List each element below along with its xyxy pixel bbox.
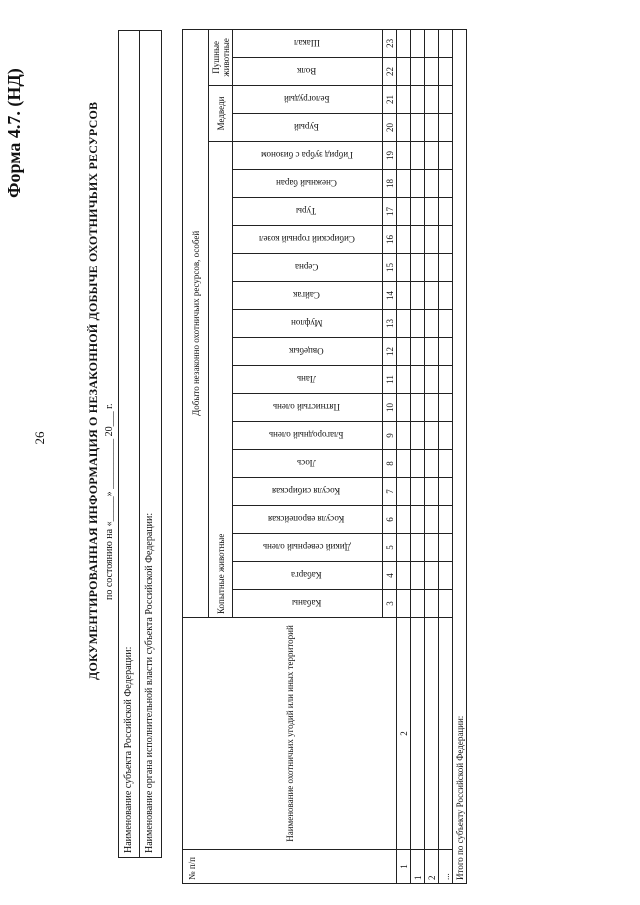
column-number: 4 xyxy=(383,562,397,590)
empty-cell xyxy=(411,29,425,57)
empty-cell xyxy=(425,114,439,142)
empty-cell xyxy=(425,366,439,394)
empty-cell xyxy=(439,310,453,338)
empty-cell xyxy=(397,590,411,618)
empty-cell xyxy=(439,338,453,366)
empty-cell xyxy=(397,310,411,338)
column-number: 2 xyxy=(397,618,411,850)
species-header-cell xyxy=(233,254,383,282)
empty-cell xyxy=(397,562,411,590)
column-number: 15 xyxy=(383,254,397,282)
species-header-cell xyxy=(233,506,383,534)
empty-cell xyxy=(411,114,425,142)
empty-cell xyxy=(439,282,453,310)
species-header-cell xyxy=(233,170,383,198)
empty-cell xyxy=(397,226,411,254)
species-header-cell xyxy=(233,198,383,226)
data-table xyxy=(182,29,467,884)
empty-cell xyxy=(439,618,453,850)
empty-cell xyxy=(425,506,439,534)
species-header-cell xyxy=(233,142,383,170)
species-label: Волк xyxy=(296,66,317,77)
column-number: 9 xyxy=(383,422,397,450)
column-number: 3 xyxy=(383,590,397,618)
column-number: 7 xyxy=(383,478,397,506)
empty-cell xyxy=(411,590,425,618)
species-label: Кабаны xyxy=(291,598,322,609)
species-label: Дикий северный олень xyxy=(262,542,351,553)
species-header-cell xyxy=(233,422,383,450)
species-header-cell xyxy=(233,562,383,590)
empty-cell xyxy=(411,142,425,170)
empty-cell xyxy=(397,422,411,450)
species-label: Серна xyxy=(294,262,319,273)
empty-cell xyxy=(397,58,411,86)
empty-cell xyxy=(425,142,439,170)
empty-cell xyxy=(411,86,425,114)
empty-cell xyxy=(411,506,425,534)
empty-cell xyxy=(397,534,411,562)
species-label: Косуля европейская xyxy=(268,514,345,525)
empty-cell xyxy=(425,394,439,422)
empty-cell xyxy=(411,478,425,506)
empty-cell xyxy=(411,310,425,338)
empty-cell xyxy=(411,170,425,198)
species-header-cell xyxy=(233,58,383,86)
empty-cell xyxy=(439,114,453,142)
row-number: 1 xyxy=(411,850,425,884)
empty-cell xyxy=(425,562,439,590)
column-number: 18 xyxy=(383,170,397,198)
group-bears-header: Медведи xyxy=(209,86,233,142)
field-divider xyxy=(139,31,140,857)
empty-cell xyxy=(425,170,439,198)
col-name-header: Наименование охотничьих угодий или иных территорий xyxy=(183,618,397,850)
empty-cell xyxy=(397,506,411,534)
species-header-cell xyxy=(233,590,383,618)
empty-cell xyxy=(439,58,453,86)
column-number: 12 xyxy=(383,338,397,366)
species-label: Лось xyxy=(297,458,316,469)
column-number: 1 xyxy=(397,850,411,884)
empty-cell xyxy=(439,86,453,114)
empty-cell xyxy=(397,450,411,478)
column-number: 17 xyxy=(383,198,397,226)
column-number: 23 xyxy=(383,29,397,57)
empty-cell xyxy=(425,282,439,310)
header-fields-box xyxy=(118,30,162,858)
species-label: Лань xyxy=(296,374,317,385)
empty-cell xyxy=(411,366,425,394)
empty-cell xyxy=(439,29,453,57)
species-label: Туры xyxy=(296,206,317,217)
empty-cell xyxy=(425,29,439,57)
species-header-cell xyxy=(233,534,383,562)
column-number: 21 xyxy=(383,86,397,114)
empty-cell xyxy=(425,226,439,254)
empty-cell xyxy=(397,86,411,114)
column-number: 14 xyxy=(383,282,397,310)
species-header-cell xyxy=(233,478,383,506)
group-ungulates-header: Копытные животные xyxy=(209,142,233,618)
species-label: Сайгак xyxy=(293,290,320,301)
empty-cell xyxy=(439,562,453,590)
species-label: Белогрудый xyxy=(283,94,330,105)
empty-cell xyxy=(411,282,425,310)
column-number: 6 xyxy=(383,506,397,534)
column-number: 22 xyxy=(383,58,397,86)
empty-cell xyxy=(425,534,439,562)
species-header-cell xyxy=(233,338,383,366)
empty-cell xyxy=(397,142,411,170)
authority-field-label: Наименование органа исполнительной власти субъекта Российской Федерации: xyxy=(144,512,155,853)
empty-cell xyxy=(411,534,425,562)
empty-cell xyxy=(425,478,439,506)
empty-cell xyxy=(439,394,453,422)
column-number: 8 xyxy=(383,450,397,478)
species-header-cell xyxy=(233,394,383,422)
empty-cell xyxy=(425,86,439,114)
empty-cell xyxy=(439,450,453,478)
column-number: 10 xyxy=(383,394,397,422)
empty-cell xyxy=(411,58,425,86)
column-number: 13 xyxy=(383,310,397,338)
empty-cell xyxy=(411,562,425,590)
column-number: 5 xyxy=(383,534,397,562)
species-label: Снежный баран xyxy=(276,178,337,189)
empty-cell xyxy=(425,590,439,618)
species-header-cell xyxy=(233,310,383,338)
empty-cell xyxy=(439,366,453,394)
empty-cell xyxy=(411,394,425,422)
species-header-cell xyxy=(233,226,383,254)
empty-cell xyxy=(411,226,425,254)
empty-cell xyxy=(425,58,439,86)
empty-cell xyxy=(439,478,453,506)
empty-cell xyxy=(411,422,425,450)
empty-cell xyxy=(439,198,453,226)
empty-cell xyxy=(439,506,453,534)
row-number: ... xyxy=(439,850,453,884)
species-label: Бурый xyxy=(294,122,319,133)
species-label: Пятнистый олень xyxy=(272,402,341,413)
empty-cell xyxy=(411,254,425,282)
empty-cell xyxy=(397,478,411,506)
empty-cell xyxy=(425,310,439,338)
species-label: Сибирский горный козел xyxy=(258,234,355,245)
empty-cell xyxy=(425,254,439,282)
subject-field-label: Наименование субъекта Российской Федерации: xyxy=(123,646,134,853)
species-label: Шакал xyxy=(293,38,320,49)
species-header-cell xyxy=(233,282,383,310)
empty-cell xyxy=(411,618,425,850)
species-label: Косуля сибирская xyxy=(272,486,341,497)
empty-cell xyxy=(411,450,425,478)
species-label: Муфлон xyxy=(290,318,323,329)
empty-cell xyxy=(397,29,411,57)
empty-cell xyxy=(425,338,439,366)
empty-cell xyxy=(425,422,439,450)
document-subtitle: по состоянию на «_____» __________ 20___ г. xyxy=(104,403,115,600)
empty-cell xyxy=(397,254,411,282)
page-number: 26 xyxy=(32,431,47,445)
empty-cell xyxy=(439,422,453,450)
col-num-header: № п/п xyxy=(183,850,397,884)
empty-cell xyxy=(439,170,453,198)
empty-cell xyxy=(397,394,411,422)
column-number: 16 xyxy=(383,226,397,254)
document-title: ДОКУМЕНТИРОВАННАЯ ИНФОРМАЦИЯ О НЕЗАКОННОЙ ДОБЫЧЕ ОХОТНИЧЬИХ РЕСУРСОВ xyxy=(86,101,100,680)
total-row-label: Итого по субъекту Российской Федерации: xyxy=(453,29,467,883)
column-number: 11 xyxy=(383,366,397,394)
column-number: 20 xyxy=(383,114,397,142)
group-fur-header: Пушные животные xyxy=(209,29,233,85)
species-header-cell xyxy=(233,450,383,478)
row-number: 2 xyxy=(425,850,439,884)
empty-cell xyxy=(425,450,439,478)
species-header-cell xyxy=(233,366,383,394)
empty-cell xyxy=(425,618,439,850)
empty-cell xyxy=(397,114,411,142)
empty-cell xyxy=(439,254,453,282)
empty-cell xyxy=(439,226,453,254)
empty-cell xyxy=(439,590,453,618)
column-number: 19 xyxy=(383,142,397,170)
empty-cell xyxy=(439,534,453,562)
empty-cell xyxy=(397,366,411,394)
empty-cell xyxy=(397,338,411,366)
species-label: Овцебык xyxy=(289,346,324,357)
empty-cell xyxy=(425,198,439,226)
form-label: Форма 4.7. (НД) xyxy=(4,68,24,198)
empty-cell xyxy=(397,198,411,226)
species-header-cell xyxy=(233,114,383,142)
species-label: Кабарга xyxy=(291,570,322,581)
empty-cell xyxy=(411,198,425,226)
species-label: Благородный олень xyxy=(269,430,344,441)
rotated-form xyxy=(0,30,590,890)
empty-cell xyxy=(439,142,453,170)
species-header-cell xyxy=(233,86,383,114)
group-main-header: Добыто незаконно охотничьих ресурсов, особей xyxy=(183,29,209,617)
empty-cell xyxy=(397,170,411,198)
species-label: Гибрид зубра с бизоном xyxy=(260,150,353,161)
empty-cell xyxy=(397,282,411,310)
species-header-cell xyxy=(233,29,383,57)
empty-cell xyxy=(411,338,425,366)
